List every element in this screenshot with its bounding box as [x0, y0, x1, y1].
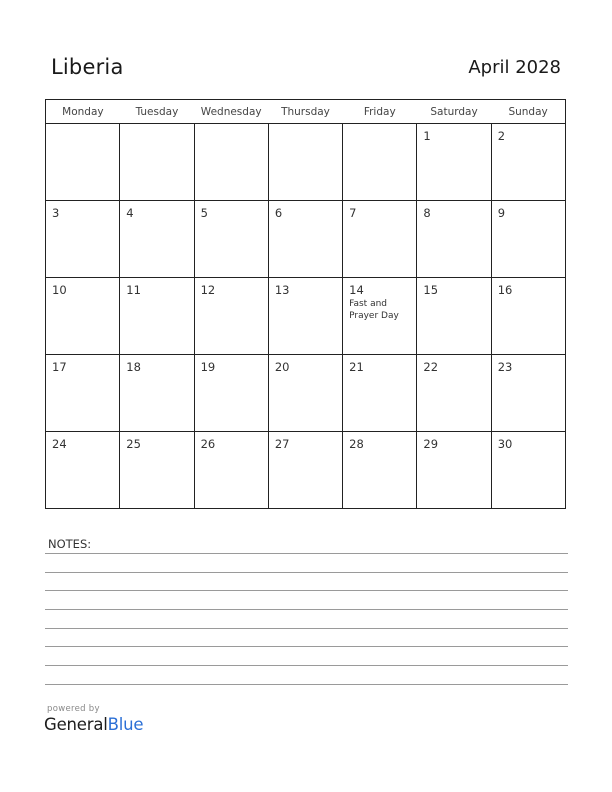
- day-cell: [46, 355, 120, 432]
- weekday-header-row: [46, 100, 566, 124]
- powered-by-text: powered by: [47, 704, 100, 714]
- notes-line: [45, 646, 568, 647]
- weekday-tuesday: Tuesday: [120, 100, 194, 124]
- day-number: 18: [126, 360, 141, 374]
- day-cell: [120, 201, 194, 278]
- day-cell: [491, 201, 565, 278]
- day-number: 17: [52, 360, 67, 374]
- day-number: 22: [423, 360, 439, 374]
- brand-name-blue: Blue: [107, 715, 144, 734]
- day-number: 4: [126, 206, 134, 220]
- notes-line: [45, 553, 568, 554]
- day-cell: [46, 278, 120, 355]
- weekday-saturday: Saturday: [417, 100, 491, 124]
- day-number: 30: [497, 437, 513, 451]
- day-number: 16: [497, 283, 513, 297]
- notes-label: NOTES:: [48, 537, 92, 551]
- country-title: Liberia: [51, 55, 124, 79]
- day-number: 24: [52, 437, 67, 451]
- day-number: 28: [349, 437, 364, 451]
- notes-line: [45, 590, 568, 591]
- day-number: 9: [497, 206, 506, 220]
- day-number: 6: [274, 206, 283, 220]
- day-cell: [491, 355, 565, 432]
- day-cell: [120, 355, 194, 432]
- day-cell: [194, 201, 268, 278]
- day-cell: [46, 201, 120, 278]
- day-cell: [417, 124, 491, 201]
- day-cell: [268, 124, 342, 201]
- week-row: [46, 201, 566, 278]
- day-number: 27: [274, 437, 290, 451]
- day-cell: [268, 432, 342, 509]
- day-cell: [46, 432, 120, 509]
- day-number: 21: [349, 360, 364, 374]
- week-row: [46, 355, 566, 432]
- day-number: 11: [126, 283, 141, 297]
- day-cell: [343, 355, 417, 432]
- generalblue-logo: [44, 704, 143, 734]
- day-cell: [417, 355, 491, 432]
- day-number: 20: [274, 360, 290, 374]
- day-number: 23: [497, 360, 513, 374]
- day-number: 7: [349, 206, 357, 220]
- brand-name: [44, 715, 143, 734]
- day-number: 26: [200, 437, 216, 451]
- day-cell: [194, 124, 268, 201]
- day-number: 13: [274, 283, 290, 297]
- notes-line: [45, 609, 568, 610]
- day-cell: [343, 432, 417, 509]
- weekday-wednesday: Wednesday: [194, 100, 268, 124]
- week-row: [46, 278, 566, 355]
- calendar-grid: [45, 99, 566, 509]
- day-number: 19: [200, 360, 216, 374]
- day-cell: [343, 124, 417, 201]
- day-number: 25: [126, 437, 141, 451]
- day-cell: [417, 201, 491, 278]
- holiday-label: Fast and Prayer Day: [349, 299, 399, 321]
- day-number: 15: [423, 283, 439, 297]
- week-row: [46, 124, 566, 201]
- brand-name-general: General: [44, 715, 108, 734]
- day-cell: [194, 432, 268, 509]
- day-number: 3: [52, 206, 60, 220]
- day-cell: [268, 355, 342, 432]
- day-number: 12: [200, 283, 216, 297]
- notes-line: [45, 665, 568, 666]
- day-cell: [491, 124, 565, 201]
- day-number: 10: [52, 283, 67, 297]
- day-cell: [491, 432, 565, 509]
- day-cell: [46, 124, 120, 201]
- weekday-sunday: Sunday: [491, 100, 565, 124]
- day-cell: [194, 355, 268, 432]
- week-row: [46, 432, 566, 509]
- notes-line: [45, 684, 568, 685]
- day-number: 1: [423, 129, 431, 143]
- day-cell: [120, 432, 194, 509]
- day-cell: [268, 278, 342, 355]
- notes-line: [45, 572, 568, 573]
- day-number: 8: [423, 206, 431, 220]
- month-year-title: April 2028: [468, 57, 561, 78]
- weekday-monday: Monday: [46, 100, 120, 124]
- day-cell: [120, 278, 194, 355]
- day-cell-holiday: [343, 278, 417, 355]
- day-number: 14: [349, 283, 364, 297]
- day-cell: [120, 124, 194, 201]
- day-number: 2: [497, 129, 506, 143]
- day-cell: [491, 278, 565, 355]
- day-number: 29: [423, 437, 439, 451]
- day-cell: [194, 278, 268, 355]
- day-cell: [417, 432, 491, 509]
- day-cell: [417, 278, 491, 355]
- weekday-thursday: Thursday: [268, 100, 342, 124]
- day-cell: [343, 201, 417, 278]
- weekday-friday: Friday: [343, 100, 417, 124]
- notes-line: [45, 628, 568, 629]
- day-number: 5: [200, 206, 208, 220]
- day-cell: [268, 201, 342, 278]
